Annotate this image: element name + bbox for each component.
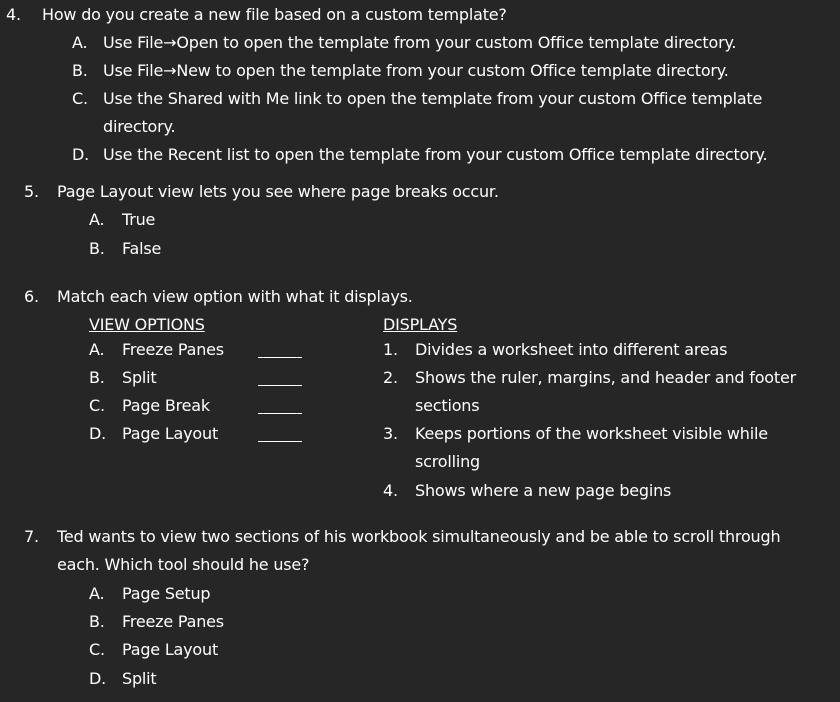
display-number: 2. — [383, 368, 398, 387]
option-text: Use File→New to open the template from your custom Office template directory. — [103, 61, 729, 80]
display-text: Divides a worksheet into different areas — [415, 340, 728, 359]
option-letter: A. — [72, 33, 88, 52]
display-text: Shows where a new page begins — [415, 481, 672, 500]
option-letter: B. — [89, 612, 105, 631]
display-text: Shows the ruler, margins, and header and footer — [415, 368, 796, 387]
option-text: False — [122, 239, 162, 258]
question-number: 4. — [6, 5, 21, 24]
option-letter: B. — [89, 368, 105, 387]
option-text: directory. — [103, 117, 176, 136]
option-text: Freeze Panes — [122, 340, 224, 359]
option-text: Page Layout — [122, 424, 219, 443]
question-text: How do you create a new file based on a custom template? — [42, 5, 507, 24]
question-text: Page Layout view lets you see where page breaks occur. — [57, 182, 499, 201]
option-letter: A. — [89, 584, 105, 603]
option-text: Freeze Panes — [122, 612, 224, 631]
question-number: 7. — [24, 527, 39, 546]
question-number: 5. — [24, 182, 39, 201]
option-letter: A. — [89, 210, 105, 229]
option-letter: A. — [89, 340, 105, 359]
option-letter: C. — [72, 89, 88, 108]
option-text: Page Layout — [122, 640, 219, 659]
answer-blank[interactable] — [258, 413, 302, 414]
option-text: Use File→Open to open the template from your custom Office template directory. — [103, 33, 737, 52]
display-number: 4. — [383, 481, 398, 500]
question-text: each. Which tool should he use? — [57, 555, 310, 574]
option-text: Split — [122, 669, 157, 688]
display-text: scrolling — [415, 452, 480, 471]
answer-blank[interactable] — [258, 357, 302, 358]
option-text: Use the Shared with Me link to open the template from your custom Office template — [103, 89, 763, 108]
option-letter: D. — [72, 145, 90, 164]
question-text: Match each view option with what it displays. — [57, 287, 413, 306]
option-letter: C. — [89, 396, 105, 415]
question-number: 6. — [24, 287, 39, 306]
display-text: sections — [415, 396, 480, 415]
option-letter: C. — [89, 640, 105, 659]
option-letter: B. — [89, 239, 105, 258]
option-text: True — [122, 210, 156, 229]
option-text: Page Break — [122, 396, 210, 415]
answer-blank[interactable] — [258, 441, 302, 442]
view-options-header: VIEW OPTIONS — [89, 315, 205, 334]
answer-blank[interactable] — [258, 385, 302, 386]
option-letter: B. — [72, 61, 88, 80]
display-text: Keeps portions of the worksheet visible while — [415, 424, 768, 443]
question-text: Ted wants to view two sections of his workbook simultaneously and be able to scroll through — [57, 527, 781, 546]
display-number: 1. — [383, 340, 398, 359]
option-text: Page Setup — [122, 584, 211, 603]
option-letter: D. — [89, 669, 107, 688]
option-letter: D. — [89, 424, 107, 443]
displays-header: DISPLAYS — [383, 315, 458, 334]
option-text: Use the Recent list to open the template from your custom Office template directory. — [103, 145, 768, 164]
option-text: Split — [122, 368, 157, 387]
display-number: 3. — [383, 424, 398, 443]
